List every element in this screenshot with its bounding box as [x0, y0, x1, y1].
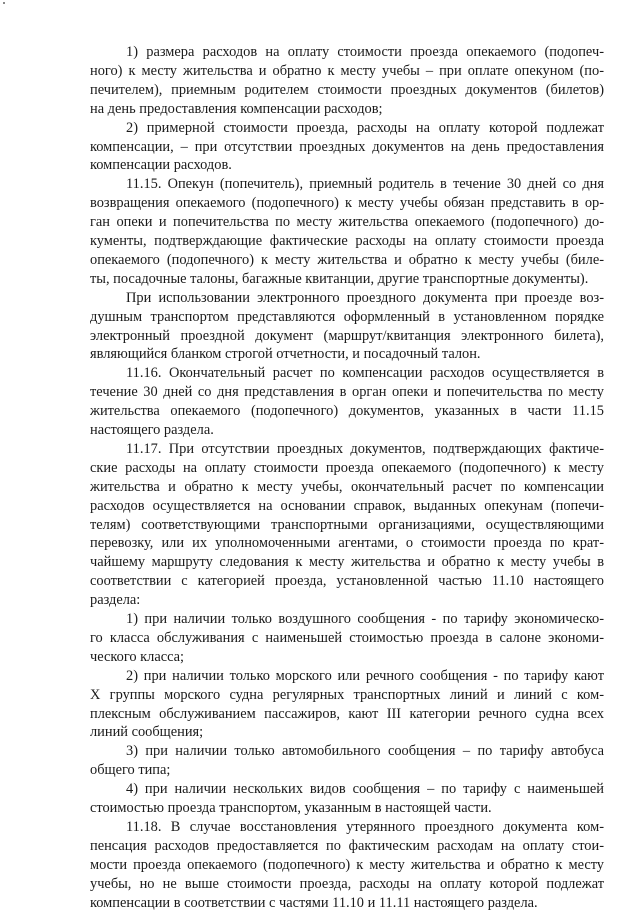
text-line: настоящего раздела.	[90, 422, 214, 438]
scan-mark	[3, 2, 5, 4]
text-line: жительства опекаемого (подопечного) документов, указанных в части 11.15	[90, 403, 604, 420]
text-line: на день предоставления компенсации расходов;	[90, 100, 383, 117]
text-line: возвращения опекаемого (подопечного) к месту учебы обязан представить в ор-	[90, 195, 604, 212]
text-line: являющийся бланком строгой отчетности, и посадочный талон.	[90, 346, 481, 363]
text-line: компенсации, – при отсутствии проездных документов на день предоставления	[90, 138, 604, 155]
text-line: течение 30 дней со дня представления в орган опеки и попечительства по месту	[90, 384, 604, 401]
text-line: стоимостью проезда транспортом, указанным в настоящей части.	[90, 800, 492, 816]
text-line: 4) при наличии нескольких видов сообщения – по тарифу с наименьшей	[126, 781, 604, 798]
text-line: учебы, но не выше стоимости проезда, расходы на оплату которой подлежат	[90, 875, 604, 892]
text-line: 11.17. При отсутствии проездных документов, подтверждающих фактиче-	[126, 440, 604, 457]
text-line: 1) размера расходов на оплату стоимости проезда опекаемого (подопеч-	[126, 44, 604, 60]
text-line: X группы морского судна регулярных транспортных линий и линий с ком-	[90, 686, 604, 703]
text-line: 11.18. В случае восстановления утерянного проездного документа ком-	[126, 818, 604, 835]
text-line: ного) к месту жительства и обратно к месту учебы – при оплате опекуном (по-	[90, 62, 604, 79]
text-line: 11.15. Опекун (попечитель), приемный родитель в течение 30 дней со дня	[126, 176, 604, 193]
text-line: электронный проездной документ (маршрут/квитанция электронного билета),	[90, 327, 604, 344]
text-line: ские расходы на оплату стоимости проезда опекаемого (подопечного) к месту	[90, 459, 604, 476]
text-line: жительства и обратно к месту учебы, окончательный расчет по компенсации	[90, 478, 604, 495]
text-line: линий сообщения;	[90, 724, 204, 741]
text-line: ты, посадочные талоны, багажные квитанции, другие транспортные документы).	[90, 270, 589, 287]
text-line: раздела:	[90, 592, 141, 609]
text-line: пенсация расходов предоставляется по фактическим расходам на оплату стои-	[90, 837, 604, 854]
text-line: 1) при наличии только воздушного сообщения - по тарифу экономическо-	[126, 611, 604, 627]
text-line: 11.16. Окончательный расчет по компенсации расходов осуществляется в	[126, 365, 604, 382]
text-line: телям) соответствующими транспортными организациями, осуществляющими	[90, 516, 604, 533]
text-line: ческого класса;	[90, 648, 185, 665]
text-line: ган опеки и попечительства по месту жительства опекаемого (подопечного) до-	[90, 214, 604, 231]
text-line: мости проезда опекаемого (подопечного) к месту жительства и обратно к месту	[90, 856, 604, 873]
text-line: чайшему маршруту следования к месту жительства и обратно к месту учебы в	[90, 554, 604, 571]
text-line: опекаемого (подопечного) к месту жительства и обратно к месту учебы (биле-	[90, 251, 604, 268]
text-line: расходов осуществляется на основании справок, выданных опекунам (попечи-	[90, 497, 604, 514]
text-line: 2) при наличии только морского или речного сообщения - по тарифу кают	[126, 667, 604, 684]
text-line: го класса обслуживания с наименьшей стоимостью проезда в салоне экономи-	[90, 629, 604, 646]
text-line: перевозку, или их уполномоченными агентами, о стоимости проезда по крат-	[90, 535, 604, 552]
text-line: 3) при наличии только автомобильного сообщения – по тарифу автобуса	[126, 743, 604, 760]
text-line: компенсации в соответствии с частями 11.10 и 11.11 настоящего раздела.	[90, 894, 538, 911]
text-line: душным транспортом представляются оформленный в установленном порядке	[90, 308, 604, 325]
text-line: При использовании электронного проездного документа при проезде воз-	[126, 289, 604, 306]
text-line: кументы, подтверждающие фактические расходы на оплату стоимости проезда	[90, 233, 604, 249]
text-line: печителем), приемным родителем стоимости проездных документов (билетов)	[90, 81, 604, 98]
text-line: плексным обслуживанием пассажиров, кают III категории речного судна всех	[90, 705, 604, 722]
text-line: соответствии с категорией проезда, установленной частью 11.10 настоящего	[90, 573, 604, 590]
text-line: компенсации расходов.	[90, 157, 232, 174]
text-line: общего типа;	[90, 762, 171, 779]
text-line: 2) примерной стоимости проезда, расходы на оплату которой подлежат	[126, 119, 604, 136]
